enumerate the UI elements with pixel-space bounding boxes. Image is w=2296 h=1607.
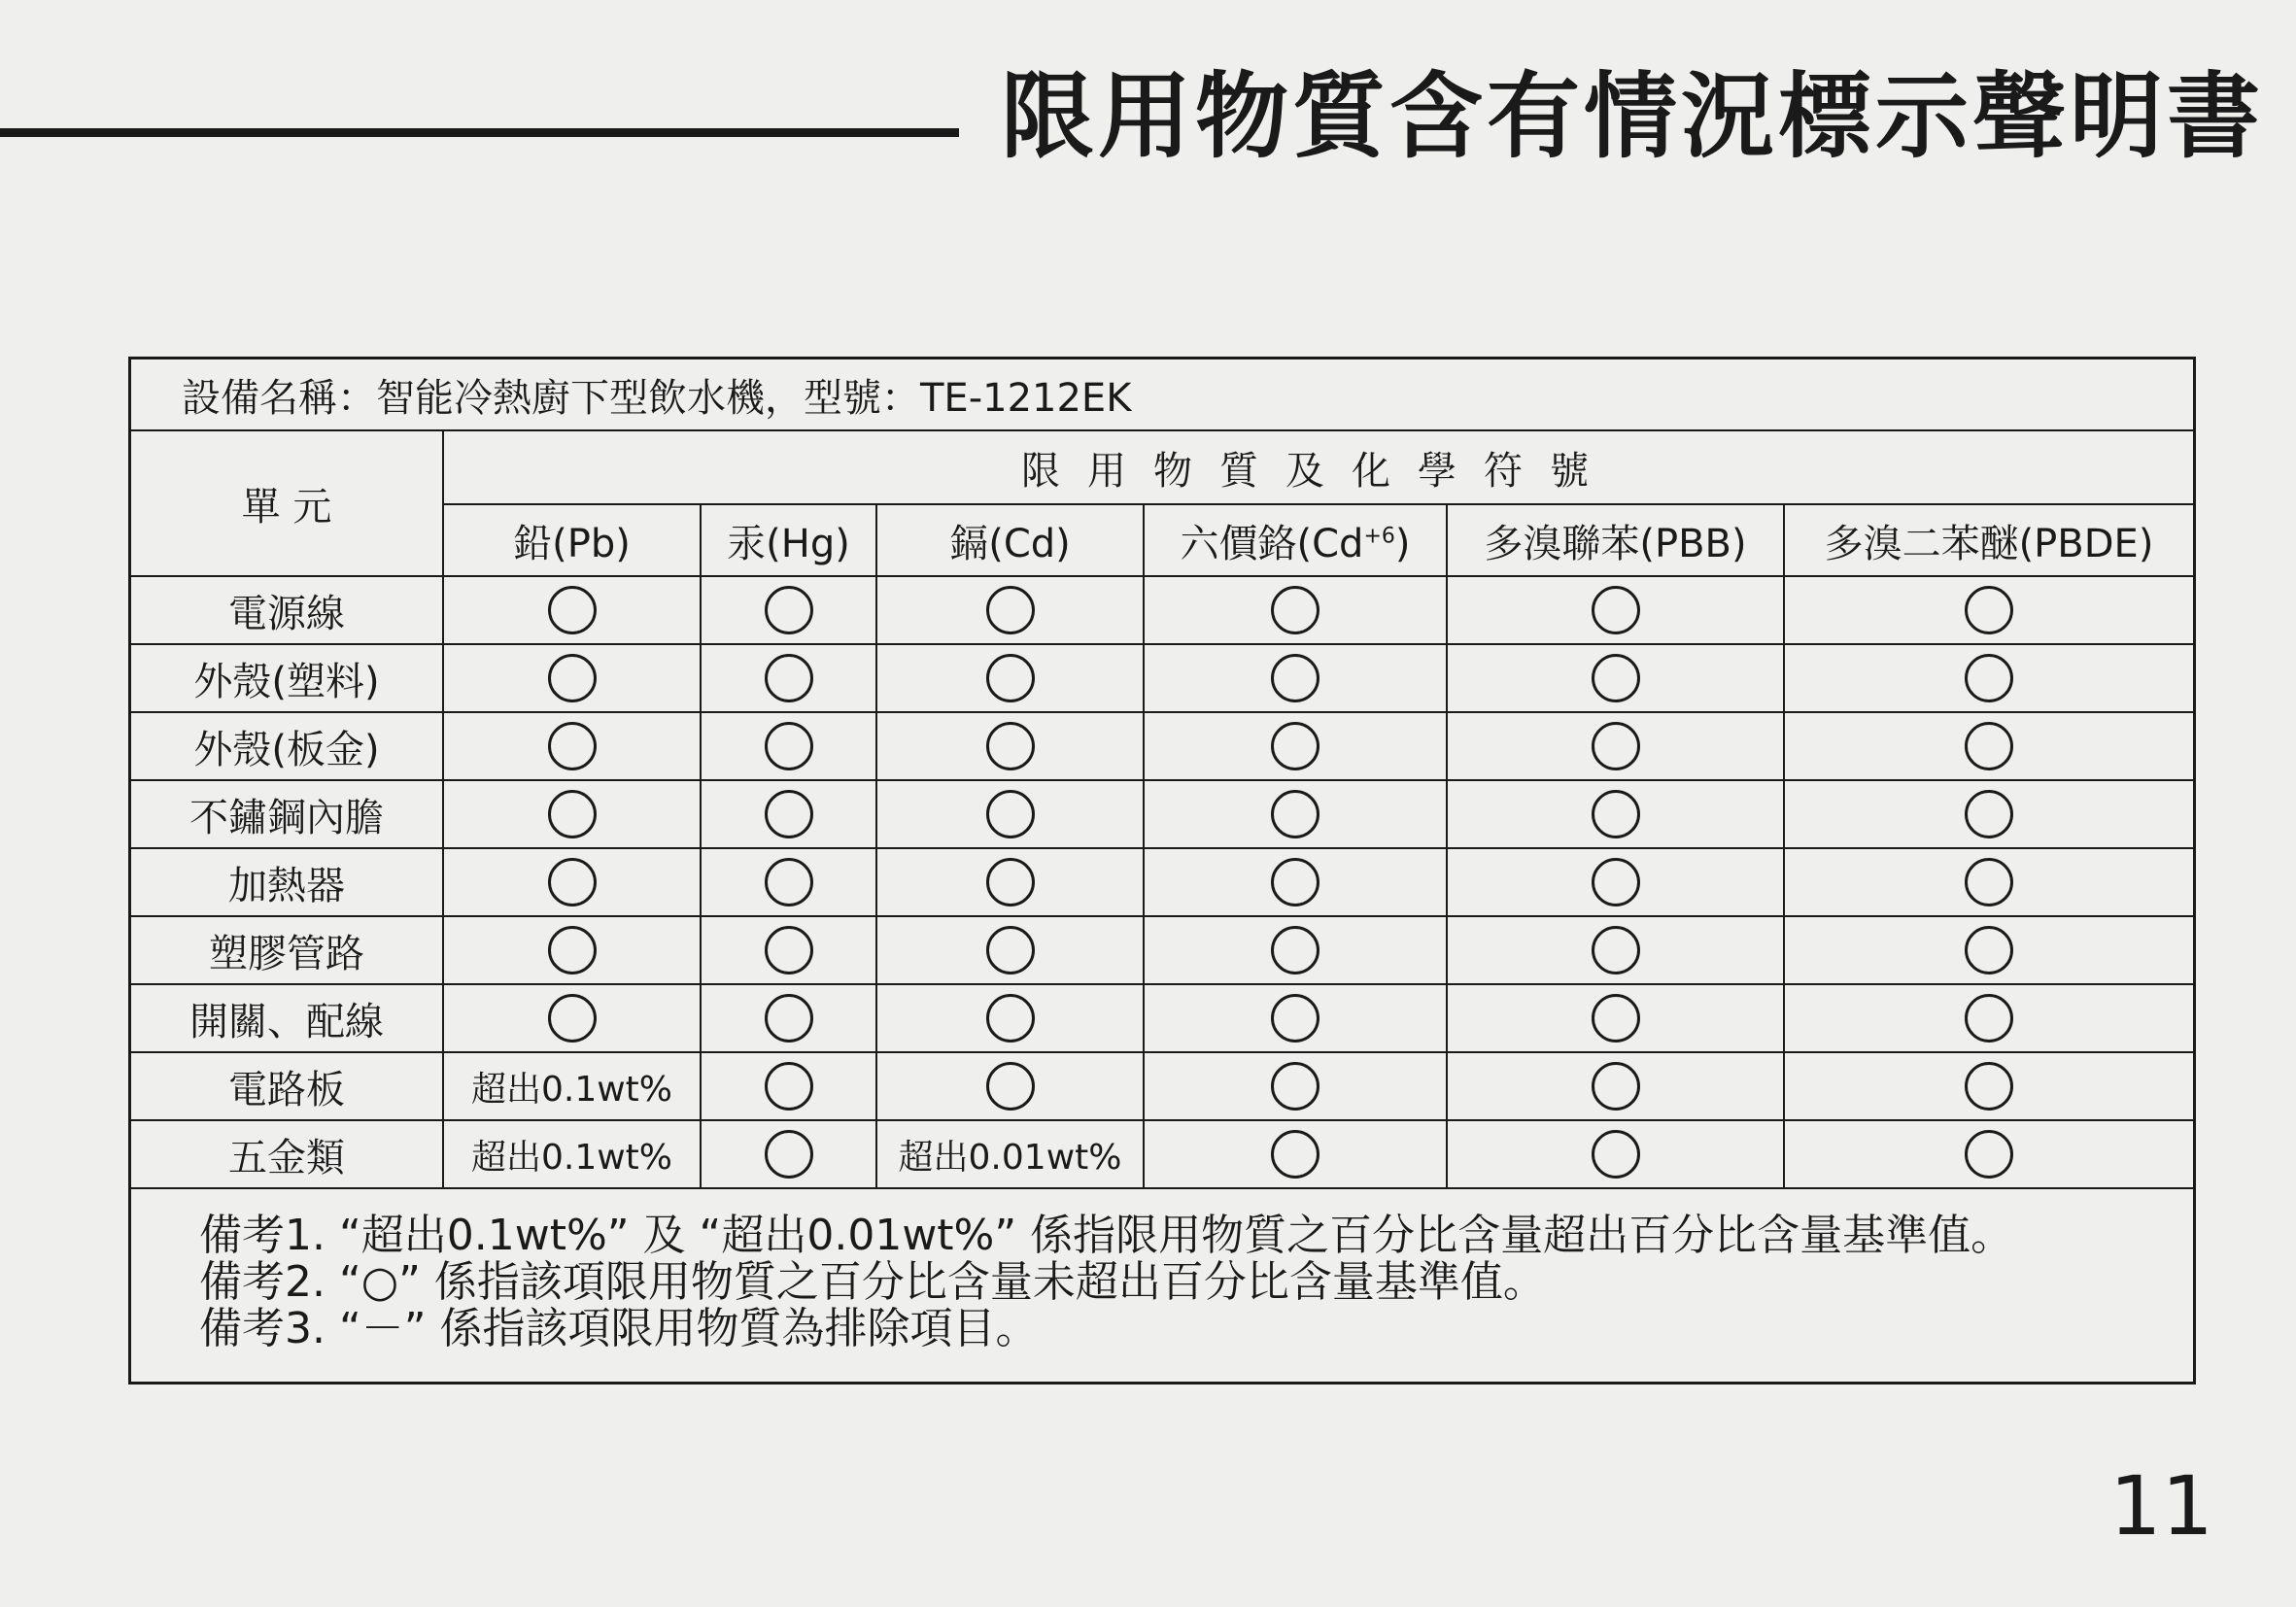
unit-cell: 外殼(板金)	[131, 712, 443, 780]
compliant-cell	[701, 644, 876, 712]
exceed-cell	[443, 1052, 701, 1120]
compliant-cell	[701, 916, 876, 984]
circle-mark-icon	[765, 858, 813, 906]
unit-cell: 加熱器	[131, 848, 443, 916]
circle-mark-icon	[765, 586, 813, 634]
circle-mark-icon	[548, 858, 597, 906]
compliant-cell	[443, 712, 701, 780]
circle-mark-icon	[1965, 994, 2013, 1043]
compliant-cell	[1144, 712, 1447, 780]
compliant-cell	[876, 916, 1144, 984]
note-line: 備考1. “超出0.1wt%” 及 “超出0.01wt%” 係指限用物質之百分比含量超出百分比含量基準值。	[199, 1211, 2014, 1260]
circle-mark-icon	[765, 654, 813, 702]
circle-mark-icon	[1965, 790, 2013, 838]
circle-mark-icon	[986, 994, 1035, 1043]
compliant-cell	[701, 712, 876, 780]
table-row	[131, 1120, 2193, 1188]
circle-mark-icon	[1965, 722, 2013, 770]
circle-mark-icon	[986, 654, 1035, 702]
circle-mark-icon	[765, 994, 813, 1043]
circle-mark-icon	[1271, 1062, 1319, 1111]
circle-mark-icon	[986, 858, 1035, 906]
compliant-cell	[1784, 1052, 2193, 1120]
compliant-cell	[701, 848, 876, 916]
circle-mark-icon	[986, 722, 1035, 770]
compliant-cell	[1784, 848, 2193, 916]
compliant-cell	[876, 576, 1144, 644]
compliant-cell	[1447, 848, 1784, 916]
compliant-cell	[1144, 848, 1447, 916]
circle-mark-icon	[1592, 858, 1640, 906]
circle-mark-icon	[548, 994, 597, 1043]
unit-cell: 電路板	[131, 1052, 443, 1120]
circle-mark-icon	[1271, 654, 1319, 702]
device-info: 設備名稱：智能冷熱廚下型飲水機，型號：TE-1212EK	[131, 359, 2193, 430]
circle-mark-icon	[1592, 790, 1640, 838]
compliant-cell	[1447, 644, 1784, 712]
exceed-text: 超出0.1wt%	[470, 1069, 673, 1110]
table-row	[131, 576, 2193, 644]
column-header: 汞(Hg)	[701, 504, 876, 576]
header-row-1	[131, 430, 2193, 504]
circle-mark-icon	[1965, 1062, 2013, 1111]
circle-mark-icon	[1271, 790, 1319, 838]
circle-mark-icon	[548, 722, 597, 770]
circle-mark-icon	[1592, 586, 1640, 634]
compliant-cell	[876, 712, 1144, 780]
circle-mark-icon	[1592, 654, 1640, 702]
circle-mark-icon	[1592, 926, 1640, 974]
compliant-cell	[1447, 780, 1784, 848]
circle-mark-icon	[1271, 994, 1319, 1043]
circle-mark-icon	[1271, 586, 1319, 634]
circle-mark-icon	[765, 926, 813, 974]
compliant-cell	[443, 644, 701, 712]
compliant-cell	[1144, 576, 1447, 644]
circle-mark-icon	[548, 654, 597, 702]
circle-mark-icon	[548, 926, 597, 974]
circle-mark-icon	[1592, 1062, 1640, 1111]
column-header: 鉛(Pb)	[443, 504, 701, 576]
compliant-cell	[443, 848, 701, 916]
compliant-cell	[876, 848, 1144, 916]
compliant-cell	[701, 1052, 876, 1120]
table-row	[131, 712, 2193, 780]
compliant-cell	[701, 1120, 876, 1188]
column-header: 多溴二苯醚(PBDE)	[1784, 504, 2193, 576]
circle-mark-icon	[986, 1062, 1035, 1111]
compliant-cell	[876, 984, 1144, 1052]
note-line: 備考3. “－” 係指該項限用物質為排除項目。	[199, 1304, 1039, 1353]
circle-mark-icon	[1271, 722, 1319, 770]
compliant-cell	[1144, 984, 1447, 1052]
compliant-cell	[1784, 1120, 2193, 1188]
compliant-cell	[1784, 916, 2193, 984]
compliant-cell	[1447, 984, 1784, 1052]
substance-table	[131, 359, 2193, 1384]
compliant-cell	[1144, 644, 1447, 712]
compliant-cell	[1144, 780, 1447, 848]
notes-cell	[131, 1188, 2193, 1384]
circle-mark-icon	[1965, 926, 2013, 974]
circle-mark-icon	[765, 790, 813, 838]
compliant-cell	[1784, 780, 2193, 848]
unit-cell: 不鏽鋼內膽	[131, 780, 443, 848]
substance-group-header: 限用物質及化學符號	[443, 430, 2193, 504]
compliant-cell	[701, 780, 876, 848]
compliant-cell	[1447, 1120, 1784, 1188]
circle-mark-icon	[986, 790, 1035, 838]
compliant-cell	[876, 780, 1144, 848]
circle-mark-icon	[1271, 1130, 1319, 1179]
compliant-cell	[1784, 984, 2193, 1052]
column-header: 多溴聯苯(PBB)	[1447, 504, 1784, 576]
compliant-cell	[1447, 576, 1784, 644]
compliant-cell	[1144, 1052, 1447, 1120]
compliant-cell	[443, 576, 701, 644]
compliant-cell	[443, 984, 701, 1052]
circle-mark-icon	[986, 586, 1035, 634]
circle-mark-icon	[1592, 1130, 1640, 1179]
column-header: 鎘(Cd)	[876, 504, 1144, 576]
device-info-row	[131, 359, 2193, 430]
compliant-cell	[443, 916, 701, 984]
circle-mark-icon	[765, 722, 813, 770]
table-row	[131, 916, 2193, 984]
circle-mark-icon	[1592, 994, 1640, 1043]
notes-row	[131, 1188, 2193, 1384]
circle-mark-icon	[765, 1130, 813, 1179]
compliant-cell	[876, 1052, 1144, 1120]
compliant-cell	[1144, 1120, 1447, 1188]
table-row	[131, 848, 2193, 916]
circle-mark-icon	[1965, 1130, 2013, 1179]
compliant-cell	[701, 576, 876, 644]
substance-table-container	[128, 357, 2196, 1385]
compliant-cell	[876, 644, 1144, 712]
circle-mark-icon	[548, 790, 597, 838]
circle-mark-icon	[1965, 586, 2013, 634]
compliant-cell	[1447, 712, 1784, 780]
compliant-cell	[1784, 644, 2193, 712]
unit-cell: 開關、配線	[131, 984, 443, 1052]
unit-cell: 電源線	[131, 576, 443, 644]
circle-mark-icon	[1271, 858, 1319, 906]
circle-mark-icon	[1271, 926, 1319, 974]
page-number: 11	[2109, 1458, 2213, 1554]
exceed-cell	[443, 1120, 701, 1188]
header-rule	[0, 128, 959, 137]
table-body	[131, 576, 2193, 1188]
circle-mark-icon	[986, 926, 1035, 974]
notes	[131, 1189, 2193, 1352]
unit-header: 單 元	[131, 430, 443, 576]
unit-cell: 塑膠管路	[131, 916, 443, 984]
table-row	[131, 644, 2193, 712]
compliant-cell	[1784, 576, 2193, 644]
circle-mark-icon	[548, 586, 597, 634]
table-row	[131, 780, 2193, 848]
page-title: 限用物質含有情況標示聲明書	[1001, 62, 2264, 171]
note-line: 備考2. “○” 係指該項限用物質之百分比含量未超出百分比含量基準值。	[199, 1257, 1546, 1307]
compliant-cell	[1144, 916, 1447, 984]
column-header: 六價鉻$(Cd^{+6})$	[1144, 504, 1447, 576]
table-row	[131, 984, 2193, 1052]
exceed-cell	[876, 1120, 1144, 1188]
circle-mark-icon	[1965, 858, 2013, 906]
exceed-text: 超出0.1wt%	[470, 1137, 673, 1178]
compliant-cell	[443, 780, 701, 848]
circle-mark-icon	[1592, 722, 1640, 770]
compliant-cell	[701, 984, 876, 1052]
unit-cell: 五金類	[131, 1120, 443, 1188]
table-row	[131, 1052, 2193, 1120]
compliant-cell	[1784, 712, 2193, 780]
compliant-cell	[1447, 1052, 1784, 1120]
circle-mark-icon	[1965, 654, 2013, 702]
compliant-cell	[1447, 916, 1784, 984]
unit-cell: 外殼(塑料)	[131, 644, 443, 712]
exceed-text: 超出0.01wt%	[898, 1137, 1122, 1178]
circle-mark-icon	[765, 1062, 813, 1111]
